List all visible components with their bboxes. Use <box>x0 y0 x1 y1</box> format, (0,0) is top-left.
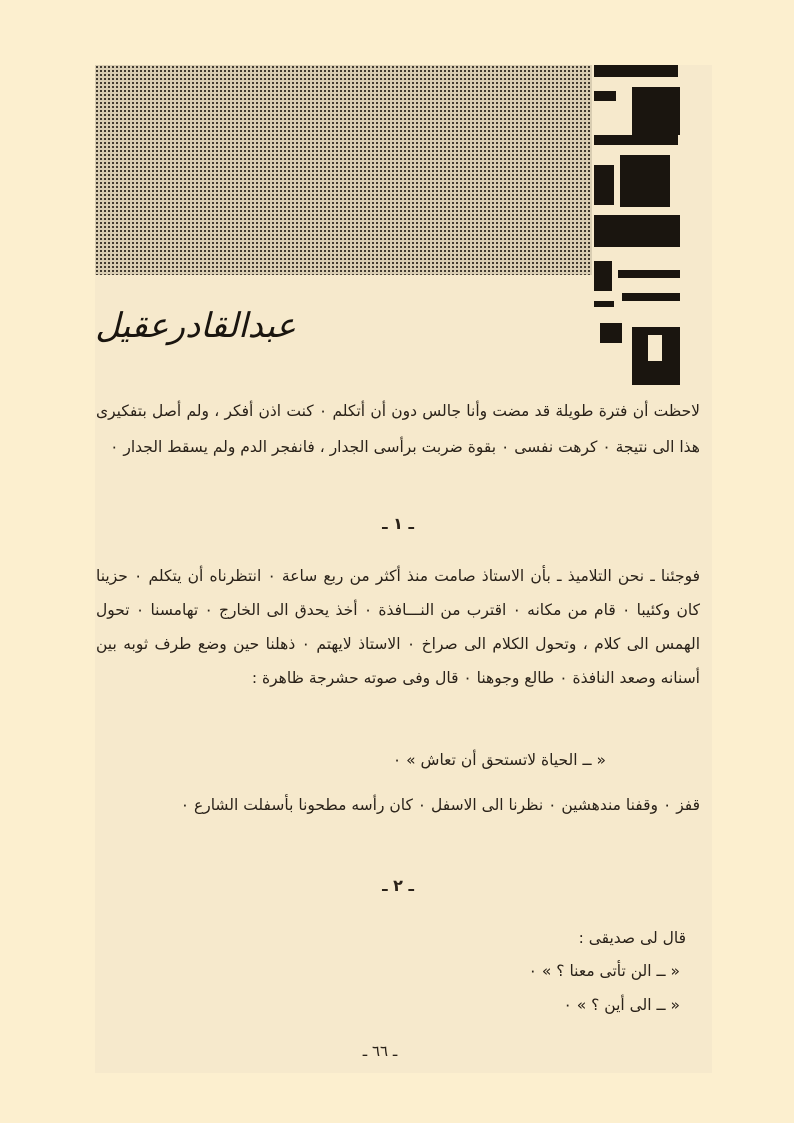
section-number-1: ـ ١ ـ <box>382 514 414 533</box>
page-number: ـ ٦٦ ـ <box>362 1042 398 1060</box>
friend-line: قال لى صديقى : <box>578 929 686 947</box>
paragraph-jump: قفز ٠ وقفنا مندهشين ٠ نظرنا الى الاسفل ٠ كان رأسه مطحونا بأسفلت الشارع ٠ <box>180 796 700 814</box>
author-name: عبدالقادرعقيل <box>95 306 296 346</box>
calligraphic-title-graphic <box>592 65 688 385</box>
quote-life: « ــ الحياة لاتستحق أن تعاش » ٠ <box>392 751 606 769</box>
section-number-2: ـ ٢ ـ <box>382 876 414 895</box>
quote-come-with-us: « ــ الن تأتى معنا ؟ » ٠ <box>528 962 680 980</box>
paragraph-teacher: فوجئنا ـ نحن التلاميذ ـ بأن الاستاذ صامت منذ أكثر من ربع ساعة ٠ انتظرناه أن يتكلم ٠ حزينا كان وكئيبا ٠ قام من مكانه ٠ اقترب من النـــافذة ٠ أخذ يحدق الى الخارج ٠ تهامسنا ٠ تحول الهمس الى كلام ، وتحول الكلام الى صراخ ٠ الاستاذ لايهتم ٠ ذهلنا حين وضع طرف ثوبه بين أسنانه وصعد النافذة ٠ طالع وجوهنا ٠ قال وفى صوته حشرجة ظاهرة : <box>96 567 701 687</box>
paragraph-intro: لاحظت أن فترة طويلة قد مضت وأنا جالس دون أن أتكلم ٠ كنت اذن أفكر ، ولم أصل بتفكيرى هذا الى نتيجة ٠ كرهت نفسى ٠ بقوة ضربت برأسى الجدار ، فانفجر الدم ولم يسقط الجدار ٠ <box>96 402 700 456</box>
halftone-image-block <box>95 65 592 275</box>
quote-where-to: « ــ الى أين ؟ » ٠ <box>563 996 680 1014</box>
